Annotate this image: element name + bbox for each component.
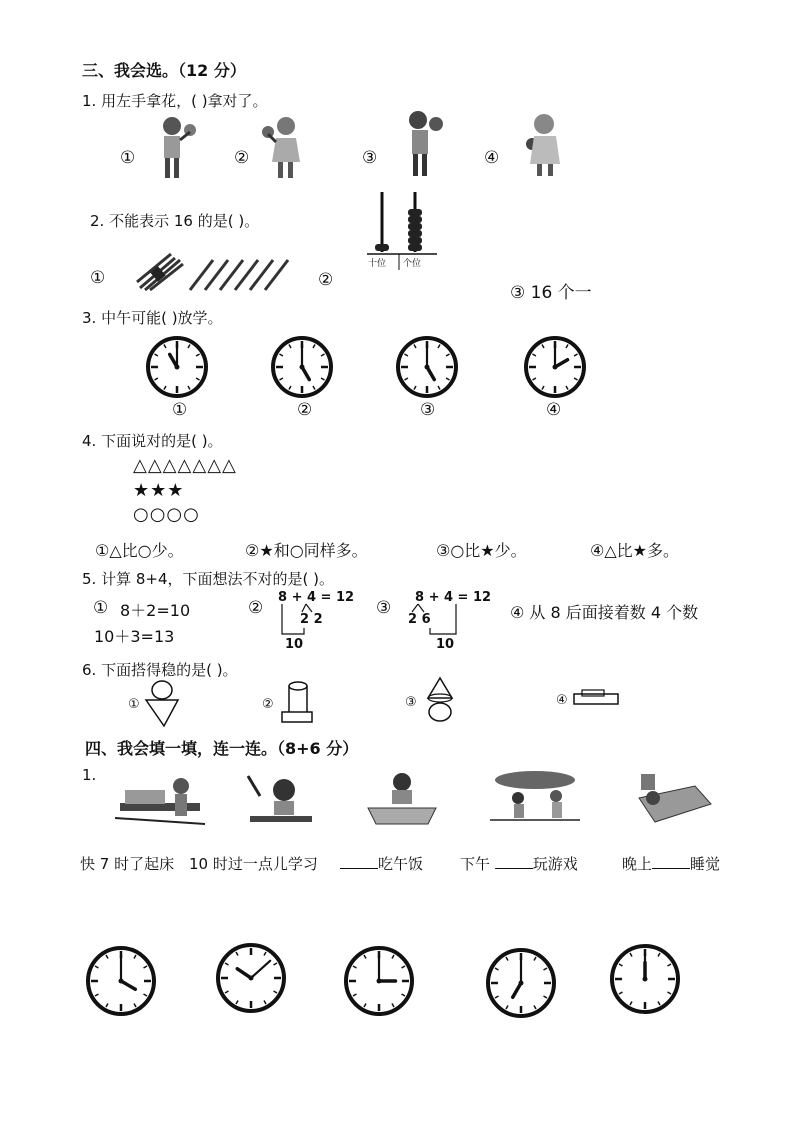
s4-clock-2[interactable] <box>215 942 287 1014</box>
q4-circles-row: ○○○○ <box>133 504 200 525</box>
clock-center <box>300 365 305 370</box>
q4-prompt: 4. 下面说对的是( )。 <box>82 432 223 450</box>
clock-center <box>519 981 524 986</box>
caption-lunch-row <box>340 853 423 874</box>
q4-triangles-row: △△△△△△△ <box>133 455 237 476</box>
q5-option-2-sum: 10 <box>285 637 304 652</box>
q1-option-2: ② <box>234 148 250 168</box>
q5-option-2-split: 2 2 <box>300 612 323 627</box>
q5-option-2-marker: ② <box>248 598 264 618</box>
q3-option-4: ④ <box>546 400 562 420</box>
q5-option-1-marker: ① <box>93 598 109 618</box>
sphere-on-cone-shape <box>142 680 182 728</box>
stick-bundle-picture <box>135 250 295 295</box>
q2-option-1: ① <box>90 268 106 288</box>
section-4-heading: 四、我会填一填，连一连。（8+6 分） <box>85 739 359 758</box>
s4-clock-1[interactable] <box>85 945 157 1017</box>
q5-option-3-decomposition-lines <box>406 602 466 638</box>
q2-option-2: ② <box>318 270 334 290</box>
section-4-q1-marker: 1. <box>82 766 97 784</box>
caption-lunch: 吃午饭 <box>378 855 424 873</box>
girl-with-flower-figure-4 <box>520 110 570 180</box>
q4-stars-row: ★★★ <box>133 480 185 501</box>
clock-center <box>553 365 558 370</box>
q3-clock-2 <box>270 335 334 399</box>
q1-option-4: ④ <box>484 148 500 168</box>
q6-option-4: ④ <box>556 693 568 708</box>
caption-wake-up: 快 7 时了起床 <box>80 855 175 873</box>
q5-option-3-marker: ③ <box>376 598 392 618</box>
q5-option-3-split: 2 6 <box>408 612 431 627</box>
caption-play-prefix: 下午 <box>460 855 491 873</box>
study-picture <box>240 768 320 828</box>
play-game-picture <box>490 770 580 826</box>
q5-option-2-equation: 8 + 4 = 12 <box>278 590 355 605</box>
sleep-time-blank[interactable] <box>652 855 690 869</box>
q6-option-2: ② <box>262 697 274 712</box>
q5-option-1-line-2: 10＋3=13 <box>94 627 175 646</box>
q5-prompt: 5. 计算 8+4，下面想法不对的是( )。 <box>82 570 334 588</box>
lunch-time-blank[interactable] <box>340 855 378 869</box>
caption-play-row <box>460 853 578 874</box>
caption-sleep: 睡觉 <box>690 855 721 873</box>
s4-clock-5[interactable] <box>609 943 681 1015</box>
q4-option-3: ③○比★少。 <box>436 541 527 560</box>
clock-center <box>249 976 254 981</box>
lunch-picture <box>362 768 442 828</box>
cone-on-sphere-shape <box>420 676 460 724</box>
q4-option-4: ④△比★多。 <box>590 541 679 560</box>
s4-clock-3[interactable] <box>343 945 415 1017</box>
q4-option-2: ②★和○同样多。 <box>245 541 368 560</box>
wake-up-picture <box>115 768 205 828</box>
q5-option-4: ④ 从 8 后面接着数 4 个数 <box>510 603 699 622</box>
abacus-label-tens: 十位 <box>368 259 387 269</box>
clock-center <box>175 365 180 370</box>
clock-center <box>119 979 124 984</box>
play-time-blank[interactable] <box>495 855 533 869</box>
q2-prompt: 2. 不能表示 16 的是( )。 <box>90 212 260 230</box>
caption-study: 10 时过一点儿学习 <box>189 855 318 873</box>
boy-with-flower-figure-1 <box>150 112 200 182</box>
clock-center <box>425 365 430 370</box>
caption-sleep-prefix: 晚上 <box>622 855 653 873</box>
section-3-heading: 三、我会选。（12 分） <box>82 61 246 80</box>
q3-option-3: ③ <box>420 400 436 420</box>
q1-prompt: 1. 用左手拿花，( )拿对了。 <box>82 92 268 110</box>
q1-option-1: ① <box>120 148 136 168</box>
q6-option-3: ③ <box>405 695 417 710</box>
q2-option-3: ③ 16 个一 <box>510 283 592 303</box>
q3-clock-4 <box>523 335 587 399</box>
abacus-label-ones: 个位 <box>403 259 422 269</box>
q3-option-1: ① <box>172 400 188 420</box>
q3-clock-3 <box>395 335 459 399</box>
q5-option-3-equation: 8 + 4 = 12 <box>415 590 492 605</box>
sleep-picture <box>635 768 715 828</box>
s4-clock-4[interactable] <box>485 947 557 1019</box>
caption-play: 玩游戏 <box>532 855 578 873</box>
q3-clock-1 <box>145 335 209 399</box>
q5-option-3-sum: 10 <box>436 637 455 652</box>
flat-blocks-shape <box>572 688 622 708</box>
q5-option-1-line-1: 8＋2=10 <box>120 601 191 620</box>
caption-sleep-row <box>622 853 720 874</box>
q1-option-3: ③ <box>362 148 378 168</box>
q6-prompt: 6. 下面搭得稳的是( )。 <box>82 661 238 679</box>
q6-option-1: ① <box>128 697 140 712</box>
q3-prompt: 3. 中午可能( )放学。 <box>82 309 223 327</box>
q4-option-1: ①△比○少。 <box>95 541 184 560</box>
clock-center <box>377 979 382 984</box>
girl-with-flower-figure-2 <box>258 112 308 182</box>
child-with-flower-figure-3 <box>400 108 450 180</box>
cylinder-on-block-shape <box>278 680 318 726</box>
q5-option-2-decomposition-lines <box>278 602 328 638</box>
clock-center <box>643 977 648 982</box>
q3-option-2: ② <box>297 400 313 420</box>
